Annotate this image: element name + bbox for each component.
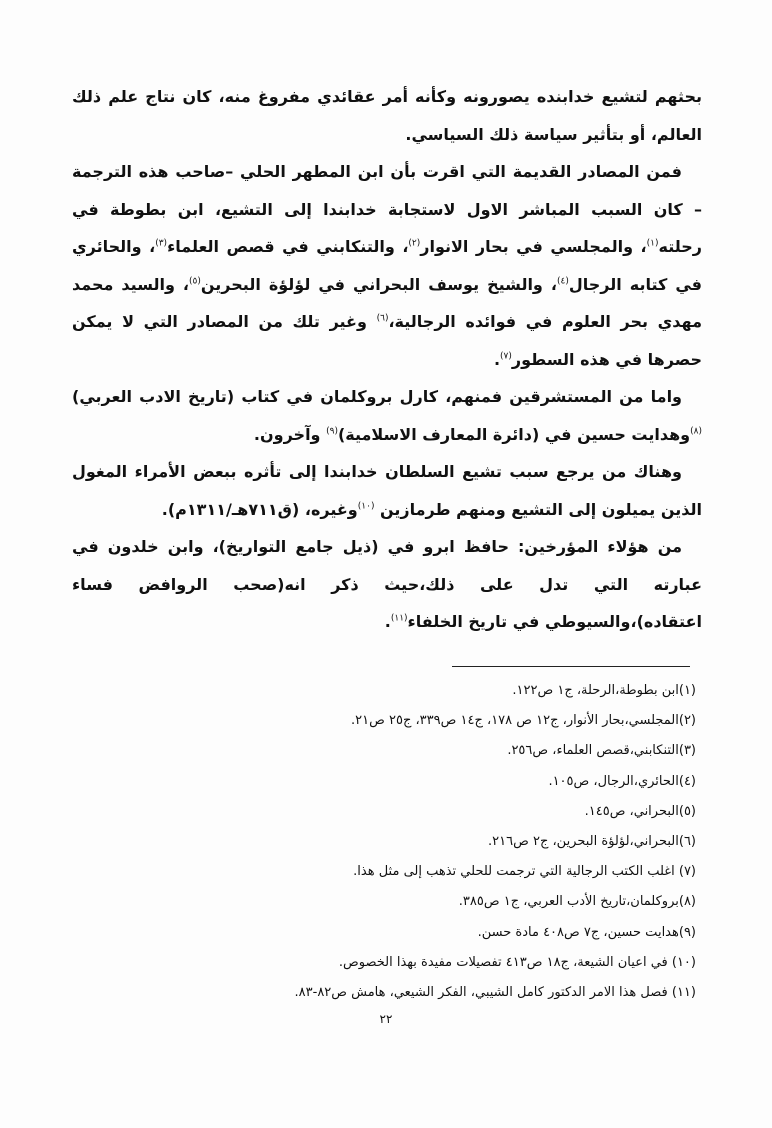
text-run: وغيره، (ق٧١١هـ/١٣١١م). bbox=[161, 499, 358, 519]
footnote-8: (٨)بروكلمان،تاريخ الأدب العربي، ج١ ص٣٨٥. bbox=[458, 894, 696, 910]
text-run: فمن المصادر القديمة التي اقرت بأن ابن المطهر الحلي –صاحب هذه الترجمة – كان السبب المباشر الاول لاستجابة خدابندا إلى التشيع، ابن بطوطة في رحلته bbox=[72, 162, 703, 256]
footnote-2: (٢)المجلسي،بحار الأنوار، ج١٢ ص ١٧٨، ج١٤ ص٣٣٩، ج٢٥ ص٢١. bbox=[351, 713, 696, 729]
text-run: . bbox=[493, 349, 501, 369]
footnote-ref-1[interactable]: (١) bbox=[646, 238, 659, 249]
footnote-4: (٤)الحائري،الرجال، ص١٠٥. bbox=[548, 773, 696, 789]
text-run: . bbox=[384, 612, 391, 631]
footnote-ref-2[interactable]: (٢) bbox=[408, 238, 421, 249]
text-run: ، والمجلسي في بحار الانوار bbox=[420, 237, 647, 256]
footnote-5: (٥)البحراني، ص١٤٥. bbox=[584, 803, 696, 819]
footnote-ref-7[interactable]: (٧) bbox=[500, 351, 512, 362]
text-run: وآخرون. bbox=[253, 424, 327, 444]
footnote-10: (١٠) في اعيان الشيعة، ج١٨ ص٤١٣ تفصيلات مفيدة بهذا الخصوص. bbox=[338, 954, 696, 970]
footnote-1: (١)ابن بطوطة،الرحلة، ج١ ص١٢٢. bbox=[512, 683, 696, 698]
footnote-ref-9[interactable]: (٩) bbox=[326, 426, 338, 437]
paragraph-5 bbox=[72, 528, 702, 641]
text-run: واما من المستشرقين فمنهم، كارل بروكلمان في كتاب (تاريخ الادب العربي) bbox=[72, 387, 682, 406]
footnote-ref-8[interactable]: (٨) bbox=[690, 426, 702, 437]
footnote-ref-11[interactable]: (١١) bbox=[390, 613, 408, 624]
footnote-9: (٩)هدايت حسين، ج٧ ص٤٠٨ مادة حسن. bbox=[477, 924, 696, 940]
text-run: ، والشيخ يوسف البحراني في لؤلؤة البحرين bbox=[200, 274, 557, 294]
paragraph-4 bbox=[72, 453, 702, 528]
footnote-ref-6[interactable]: (٦) bbox=[376, 313, 389, 324]
text-run: وهدايت حسين في (دائرة المعارف الاسلامية) bbox=[337, 424, 691, 444]
footnote-3: (٣)التنكابني،قصص العلماء، ص٢٥٦. bbox=[507, 743, 696, 759]
paragraph-2 bbox=[72, 153, 702, 378]
paragraph-3 bbox=[72, 378, 702, 453]
page-number: ٢٢ bbox=[379, 1012, 393, 1026]
footnote-7: (٧) اغلب الكتب الرجالية التي ترجمت للحلي تذهب إلى مثل هذا. bbox=[353, 864, 696, 880]
footnote-ref-4[interactable]: (٤) bbox=[556, 276, 569, 287]
footnote-ref-10[interactable]: (١٠) bbox=[357, 501, 375, 512]
text-run: من هؤلاء المؤرخين: حافظ ابرو في (ذيل جامع التواريخ)، وابن خلدون في عبارته التي تدل على ذلك،حيث ذكر انه(صحب الروافض فساء اعتقاده)،والسيوطي في تاريخ الخلفاء bbox=[72, 537, 702, 631]
text-run: ، والتنكابني في قصص العلماء bbox=[167, 237, 409, 256]
text-run: ، والسيد محمد مهدي بحر العلوم في فوائده الرجالية، bbox=[72, 274, 702, 331]
footnote-6: (٦)البحراني،لؤلؤة البحرين، ج٢ ص٢١٦. bbox=[488, 834, 696, 850]
footnote-separator bbox=[452, 666, 690, 667]
text-run: ، والحائري في كتابه الرجال bbox=[72, 237, 702, 294]
text-run: وغير تلك من المصادر التي لا يمكن حصرها في هذه السطور bbox=[72, 312, 702, 369]
footnote-ref-5[interactable]: (٥) bbox=[189, 276, 201, 287]
paragraph-1 bbox=[72, 78, 702, 153]
footnotes bbox=[72, 676, 696, 1008]
footnote-11: (١١) فصل هذا الامر الدكتور كامل الشيبي، الفكر الشيعي، هامش ص٨٢-٨٣. bbox=[294, 985, 696, 1001]
text-run: وهناك من يرجع سبب تشيع السلطان خدابندا إلى تأثره ببعض الأمراء المغول الذين يميلون إلى التشيع ومنهم طرمازين bbox=[72, 462, 702, 519]
text-run: بحثهم لتشيع خدابنده يصورونه وكأنه أمر عقائدي مفروغ منه، كان نتاج علم ذلك العالم، أو بتأثير سياسة ذلك السياسي. bbox=[72, 87, 702, 144]
main-text bbox=[72, 78, 702, 641]
footnote-ref-3[interactable]: (٣) bbox=[155, 238, 168, 249]
